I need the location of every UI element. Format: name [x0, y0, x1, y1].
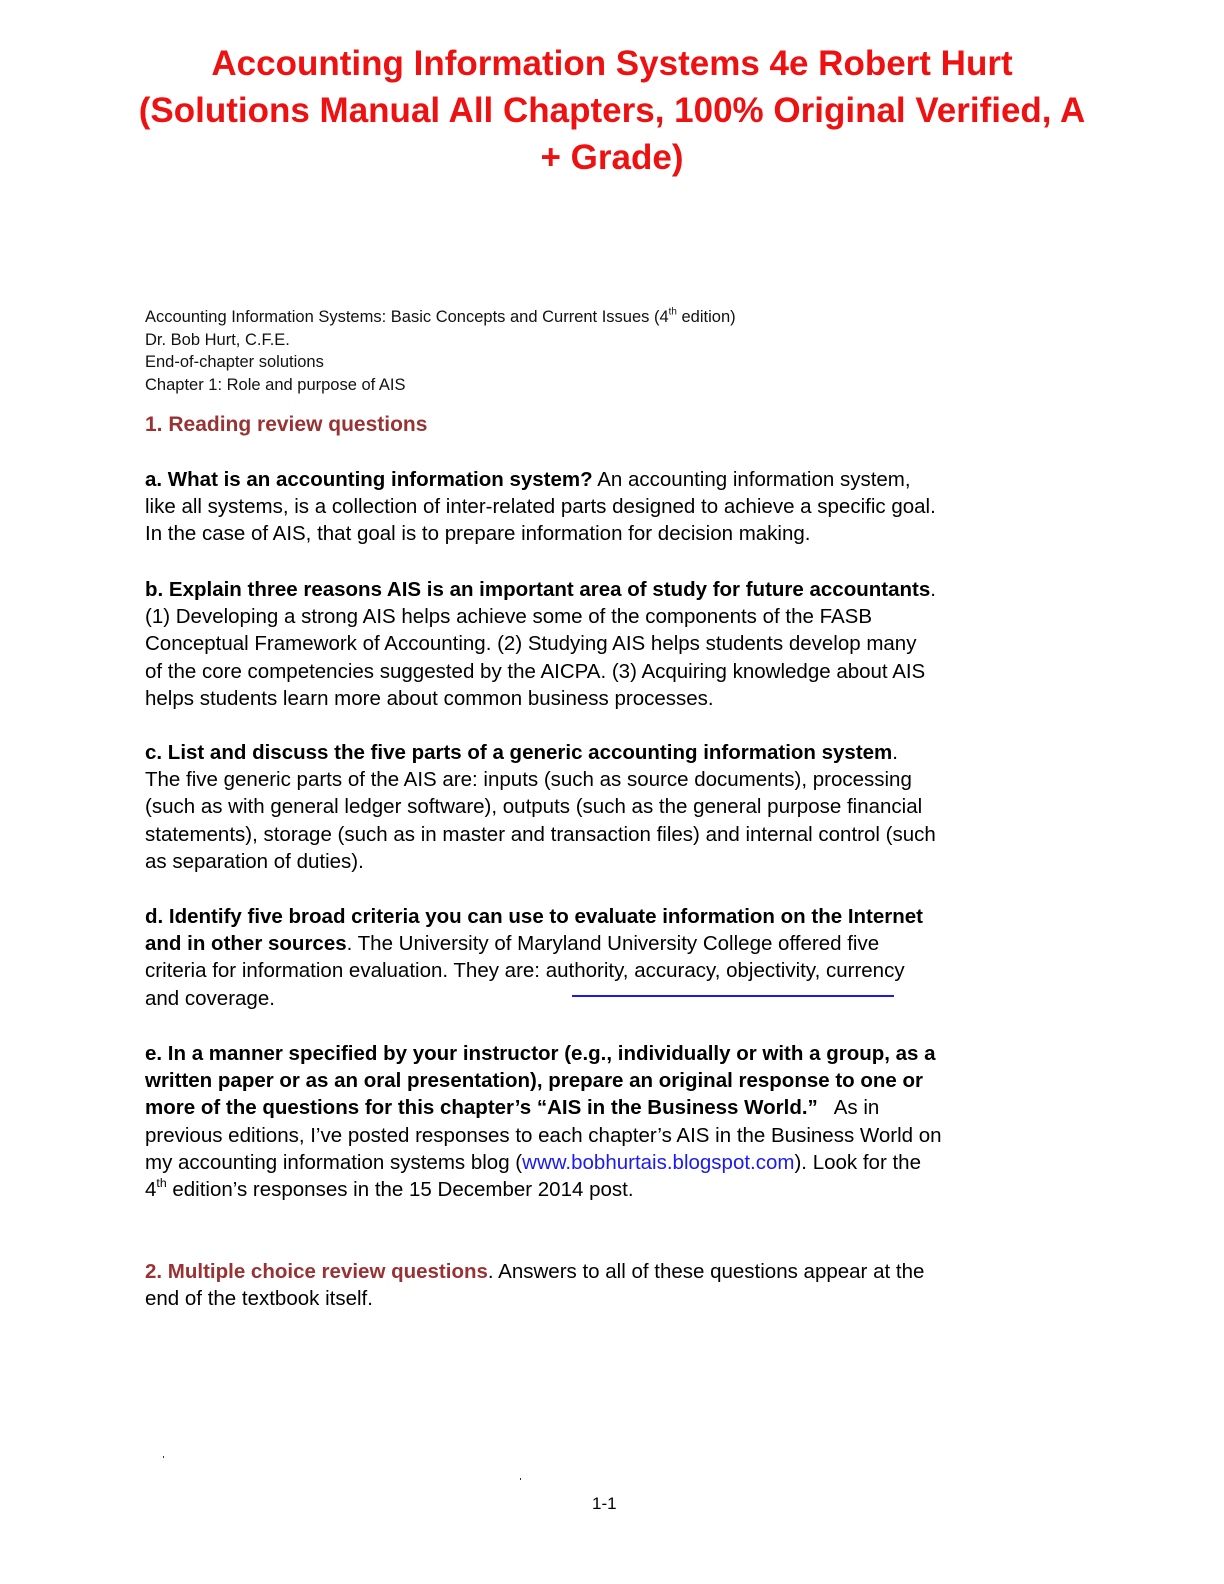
- section-2-text-2: end of the textbook itself.: [145, 1287, 373, 1311]
- document-title: [40, 40, 1184, 181]
- page-number: 1-1: [592, 1494, 617, 1513]
- answer-d-line-4: and coverage.: [145, 986, 275, 1010]
- punctuation: .: [892, 741, 898, 764]
- answer-b-line-4: helps students learn more about common business processes.: [145, 686, 714, 710]
- question-b-text: b. Explain three reasons AIS is an important area of study for future accountants: [145, 578, 931, 601]
- answer-d-line-3: criteria for information evaluation. They are: authority, accuracy, objectivity, currency: [145, 959, 905, 983]
- answer-c-line-4: as separation of duties).: [145, 849, 364, 873]
- answer-b-line-1: (1) Developing a strong AIS helps achieve some of the components of the FASB: [145, 605, 873, 629]
- answer-c-line-2: (such as with general ledger software), outputs (such as the general purpose financial: [145, 795, 923, 819]
- punctuation: .: [930, 578, 936, 601]
- answer-c-line-3: statements), storage (such as in master and transaction files) and internal control (such: [145, 822, 936, 846]
- answer-a-line-1: An accounting information system,: [592, 468, 911, 491]
- title-line-1: Accounting Information Systems 4e Robert Hurt: [211, 44, 1013, 83]
- question-a: [145, 466, 1085, 548]
- answer-e-line-5: [145, 1149, 1085, 1176]
- section-2-text-1: . Answers to all of these questions appear at the: [487, 1260, 925, 1283]
- document-meta: [145, 306, 736, 396]
- question-e-text-2: written paper or as an oral presentation), prepare an original response to one or: [145, 1069, 924, 1093]
- answer-c-line-1: The five generic parts of the AIS are: inputs (such as source documents), processing: [145, 768, 912, 792]
- question-e-text-1: e. In a manner specified by your instructor (e.g., individually or with a group, as a: [145, 1042, 936, 1065]
- answer-a-line-2: like all systems, is a collection of inter-related parts designed to achieve a specific goal.: [145, 495, 936, 519]
- question-d-text-2: and in other sources: [145, 932, 347, 956]
- question-a-text: a. What is an accounting information system?: [145, 468, 593, 491]
- question-e-text-3: more of the questions for this chapter’s “AIS in the Business World.”: [145, 1096, 818, 1120]
- answer-e-line-6: [145, 1176, 1085, 1203]
- question-b: [145, 576, 1085, 712]
- answer-e-line-3: As in: [817, 1096, 880, 1120]
- book-title-suffix: edition): [676, 308, 736, 326]
- answer-e-line-5-prefix: my accounting information systems blog (: [145, 1150, 523, 1174]
- section-multiple-choice: [145, 1258, 1085, 1312]
- title-line-3: + Grade): [540, 138, 684, 177]
- title-line-2: (Solutions Manual All Chapters, 100% Original Verified, A: [138, 91, 1086, 130]
- answer-e-line-5-suffix: ). Look for the: [794, 1150, 921, 1174]
- author: Dr. Bob Hurt, C.F.E.: [145, 330, 290, 349]
- answer-e-line-6-suffix: edition’s responses in the 15 December 2014 post.: [166, 1178, 634, 1202]
- superscript: th: [156, 1175, 167, 1190]
- question-c: [145, 739, 1085, 875]
- blog-link[interactable]: www.bobhurtais.blogspot.com: [522, 1150, 795, 1174]
- question-d-text-1: d. Identify five broad criteria you can use to evaluate information on the Internet: [145, 905, 923, 928]
- stray-dot: [520, 1478, 521, 1480]
- section-heading-multiple-choice: 2. Multiple choice review questions: [145, 1260, 488, 1283]
- chapter-title: Chapter 1: Role and purpose of AIS: [145, 375, 406, 394]
- answer-e-line-6-prefix: 4: [145, 1178, 157, 1202]
- answer-a-line-3: In the case of AIS, that goal is to prepare information for decision making.: [145, 522, 811, 546]
- blue-underline-rule: [572, 995, 894, 997]
- doc-type: End-of-chapter solutions: [145, 353, 324, 371]
- superscript: th: [668, 306, 677, 318]
- answer-b-line-2: Conceptual Framework of Accounting. (2) Studying AIS helps students develop many: [145, 632, 917, 656]
- answer-e-line-4: previous editions, I’ve posted responses to each chapter’s AIS in the Business World on: [145, 1123, 942, 1147]
- answer-d-line-2: . The University of Maryland University College offered five: [346, 932, 880, 956]
- question-e: [145, 1040, 1085, 1203]
- section-heading-reading-review: 1. Reading review questions: [145, 413, 428, 436]
- book-title-text: Accounting Information Systems: Basic Concepts and Current Issues (4: [145, 308, 669, 326]
- question-c-text: c. List and discuss the five parts of a generic accounting information system: [145, 741, 893, 764]
- answer-b-line-3: of the core competencies suggested by the AICPA. (3) Acquiring knowledge about AIS: [145, 659, 926, 683]
- book-title: [145, 306, 736, 329]
- stray-dot: [163, 1456, 164, 1458]
